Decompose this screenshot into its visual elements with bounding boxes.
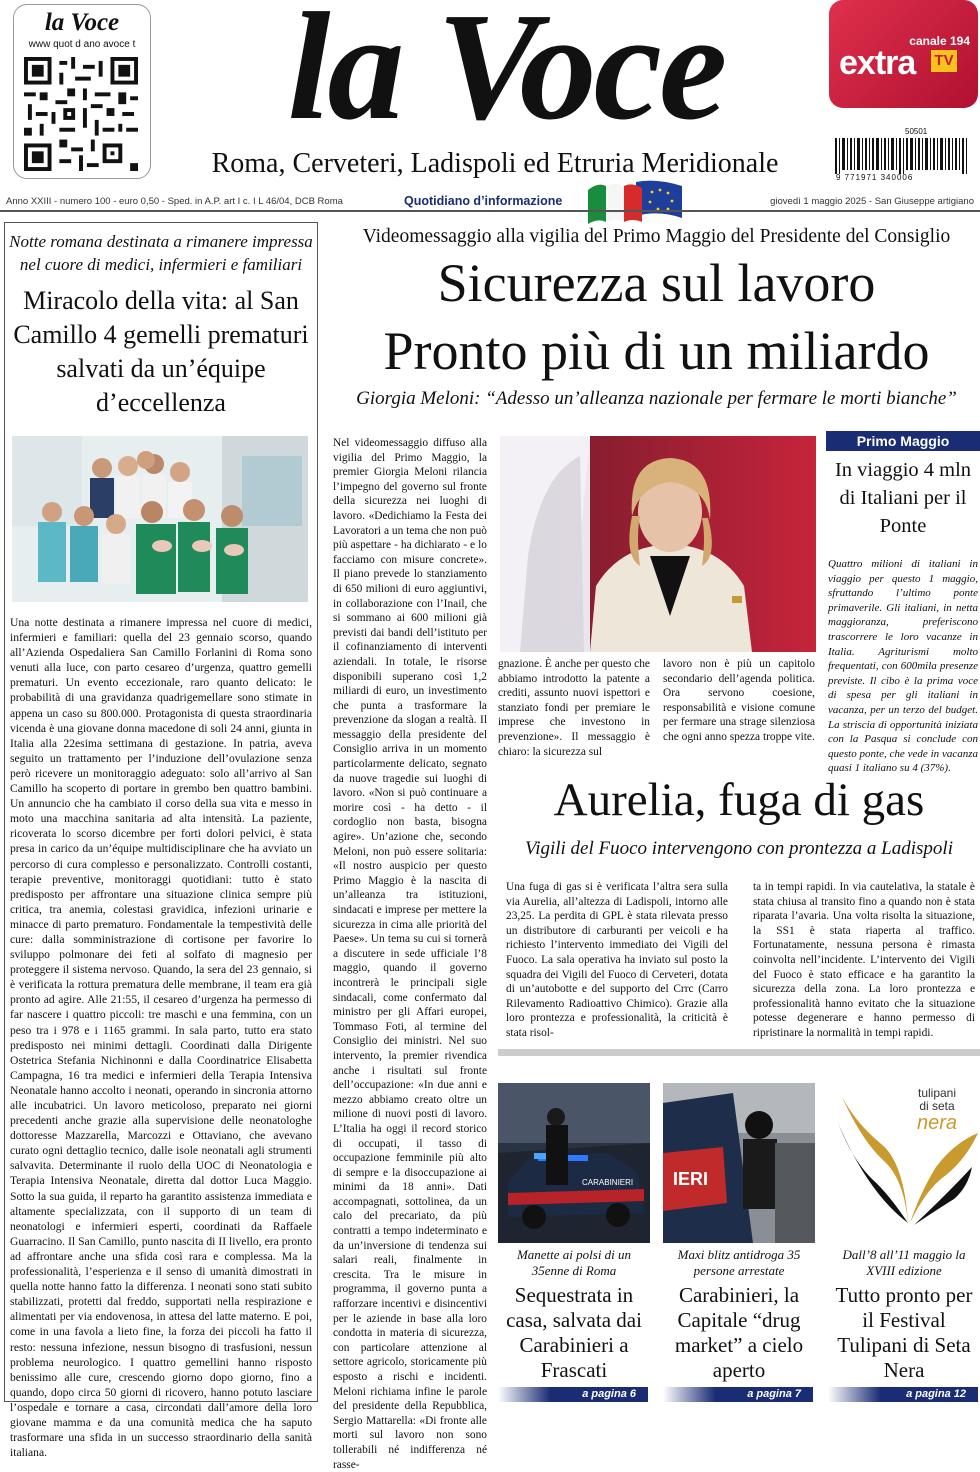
extra-tv-logo[interactable]: [829, 0, 978, 108]
left-story-body: Una notte destinata a rimanere impressa nel cuore di medici, infermieri e familiari: quella del 23 gennaio scorso, quando all’Azienda Ospedaliera San Camillo Forlanini di Roma sono venuti alla luce, con parto cesareo d’urgenza, quattro gemelli prematuri. Un evento eccezionale, raro quanto delicato: le probabilità di una gravidanza quadrigemellare sono stimate in appena un caso su 800.000. Protagonista di questa straordinaria vicenda è una giovane donna macedone di soli 24 anni, giunta in Italia alla 22esima settimana di gestazione. In patria, aveva seguito un trattamento per l’induzione dell’ovulazione senza però ricevere un monitoraggio adeguato: solo all’arrivo al San Camillo ha scoperto di portare in grembo ben quattro bambini. Un annuncio che ha cambiato il corso della sua vita e messo in moto una macchina sanitaria ad alta intensità. La paziente, ricoverata lo scorso dicembre per forti dolori pelvici, è stata presa in carico da un’équipe multidisciplinare che ha avviato un percorso di cura complesso e personalizzato. Controlli costanti, terapie preventive, monitoraggi quotidiani: tutto è stato predisposto per affrontare una situazione clinica sempre più critica, tra anemia, colestasi gravidica, infezioni urinarie e minacce di parto prematuro. Fondamentale la tempestività delle cure: dalla somministrazione di cortisone per favorire lo sviluppo polmonare dei feti al solfato di magnesio per proteggere il sistema nervoso. Quando, la sera del 23 gennaio, si è verificata la rottura prematura delle membrane, il team era già pronto ad agire. Alle 21:55, il cesareo d’urgenza ha permesso di far nascere i quattro piccoli: tre maschi e una femmina, con un peso tra i 978 e i 1165 grammi. In sala parto, tutto era stato predisposto nei minimi dettagli. Coordinati dalla Dirigente Ostetrica Stefania Nichinonni e dalla Coordinatrice Elisabetta Campagna, 16 tra medici e infermieri della Terapia Intensiva Neonatale hanno accolto i neonati, operando in sincronia attorno alle incubatrici. Un lavoro meticoloso, preparato nei giorni precedenti anche grazie alla supervisione delle neonatologhe dottoresse Mazzarella, Marcozzi e Ottaviano, che avevano curato ogni dettaglio tecnico, dalle isole neonatali agli strumenti salvavita. Determinante il ruolo della UOC di Neonatologia e Terapia Intensiva Neonatale, diretta dal dottor Luca Maggio. Sotto la sua guida, il reparto ha garantito assistenza immediata e altamente specializzata, con il supporto di un team di neonatologi e infermieri esperti, coordinati da Raffaele Guarracino. Il San Camillo, punto nascita di II livello, era pronto ad affrontare anche una sfida così rara e complessa. Ma la professionalità, l’esperienza e il senso di umanità dimostrati in quella notte hanno fatto la differenza. I neonati sono stati subito stabilizzati, protetti dal freddo, supportati nella respirazione e alimentati per via endovenosa, in attesa del latte materno. E poi, come in una favola a lieto fine, la forza dei piccoli ha fatto il resto: nessuna infezione, nessun bisogno di trasfusioni, nessun problema neurologico. I quattro gemellini hanno risposto benissimo alle cure, crescendo giorno dopo giorno, fino a quando, dopo circa 50 giorni di ricovero, hanno potuto lasciare l’ospedale e tornare a casa, circondati dall’amore della loro giovane mamma e da una comunità medica che ha saputo trasformare una sfida in un successo straordinario della sanità italiana.: [10, 616, 312, 1460]
quotidiano-label: Quotidiano d’informazione: [404, 194, 563, 208]
bottom-story-1-page-ref[interactable]: a pagina 6: [498, 1387, 648, 1402]
issue-info: Anno XXIII - numero 100 - euro 0,50 - Sped. in A.P. art I c. I L 46/04, DCB Roma: [6, 196, 343, 207]
masthead-title: la Voce: [287, 0, 725, 152]
bottom-story-1-kicker: Manette ai polsi di un 35enne di Roma: [516, 1247, 632, 1278]
flag-icon: [586, 176, 686, 226]
aurelia-divider: [498, 1049, 980, 1056]
left-story-headline[interactable]: Miracolo della vita: al San Camillo 4 gemelli prematuri salvati da un’équipe d’eccellenza: [13, 286, 309, 417]
tulipani-logo-line2: di seta: [919, 1099, 955, 1113]
car-livery-text: CARABINIERI: [582, 1178, 634, 1187]
bottom-story-3-page-ref[interactable]: a pagina 12: [828, 1387, 978, 1402]
extra-channel-label: canale 194: [909, 34, 970, 48]
extra-tv-badge: TV: [931, 50, 957, 72]
bottom-story-3-headline[interactable]: Tutto pronto per il Festival Tulipani di Seta Nera: [835, 1283, 973, 1382]
extra-logo-text: extra: [839, 44, 916, 82]
qr-box: [13, 4, 151, 179]
aurelia-column-1: Una fuga di gas si è verificata l’altra sera sulla via Aurelia, all’altezza di Ladispoli, intorno alle 23,25. La perdita di GPL è stata rilevata presso un distributore di carburanti per veicoli e ha richiesto l’intervento immediato dei Vigili del Fuoco. La sala operativa ha inviato sul posto la squadra dei Vigili del Fuoco di Cerveteri, dotata di un’autobotte e del supporto del Crrc (Carro Rilevamento Radioattivo Chimico). Grazie alla loro prontezza e professionalità, la criticità è stata risol-: [506, 881, 728, 1039]
main-story-kicker: Videomessaggio alla vigilia del Primo Maggio del Presidente del Consiglio: [362, 226, 951, 247]
qr-code-icon[interactable]: [24, 57, 138, 171]
aurelia-headline[interactable]: Aurelia, fuga di gas: [553, 774, 925, 826]
barcode-bottom-digits: 9 771971 340006: [836, 173, 914, 182]
nicu-team-photo: [12, 436, 308, 602]
top-divider: [0, 210, 980, 212]
carabinieri-car-photo: [498, 1083, 650, 1243]
primo-maggio-label: Primo Maggio: [826, 431, 980, 451]
bottom-story-1-headline[interactable]: Sequestrata in casa, salvata dai Carabinieri a Frascati: [506, 1283, 642, 1382]
bottom-story-2-page-ref[interactable]: a pagina 7: [663, 1387, 813, 1402]
main-story-deck: Giorgia Meloni: “Adesso un’alleanza nazionale per fermare le morti bianche”: [356, 388, 957, 409]
drug-arrest-photo: [663, 1083, 815, 1243]
bottom-story-3-kicker: Dall’8 all’11 maggio la XVIII edizione: [842, 1247, 966, 1278]
tulipani-logo-line1: tulipani: [917, 1086, 957, 1100]
aurelia-column-2: ta in tempi rapidi. In via cautelativa, la statale è stata chiusa al transito fino a quando non è stata riparata l’avaria. Una volta risolta la situazione, la SS1 è stata riaperta al traffico. Fortunatamente, nessuna persona è rimasta coinvolta nell’incidente. L’intervento dei Vigili del Fuoco è stato efficace e ha garantito la sicurezza della zona. La loro prontezza e professionalità hanno evitato che la situazione potesse degenerare e hanno permesso di ripristinare la normalità in tempi rapidi.: [753, 881, 975, 1039]
arrest-livery-text: IERI: [673, 1169, 709, 1189]
main-headline-line1[interactable]: Sicurezza sul lavoro: [437, 253, 876, 313]
bottom-story-2-kicker: Maxi blitz antidroga 35 persone arrestate: [677, 1247, 801, 1278]
qr-title: la Voce: [44, 9, 120, 36]
main-headline-line2[interactable]: Pronto più di un miliardo: [383, 321, 930, 381]
barcode-top-digits: 50501: [905, 127, 928, 136]
bottom-story-2-headline[interactable]: Carabinieri, la Capitale “drug market” a cielo aperto: [674, 1283, 804, 1382]
meloni-photo: [500, 436, 816, 652]
qr-url: www quot d ano avoce t: [28, 39, 136, 50]
main-story-column-1: Nel videomessaggio diffuso alla vigilia del Primo Maggio, la premier Giorgia Meloni rilancia l’impegno del governo sul fronte della sicurezza nei luoghi di lavoro. «Dedichiamo la Festa dei Lavoratori a un tema che non può più aspettare - ha dichiarato - e lo facciamo con misure concrete». Il piano prevede lo stanziamento di 650 milioni di euro aggiuntivi, in collaborazione con l’Inail, che si sommano ai 600 milioni già previsti dai bandi dell’istituto per il cofinanziamento di interventi aziendali. In totale, le risorse disponibili superano così 1,2 miliardi di euro, un investimento che punta a trasformare la prevenzione da slogan a realtà. Il messaggio della presidente del Consiglio arriva in un momento particolarmente delicato, segnato da nuove tragedie sui luoghi di lavoro. «Non si può continuare a morire così - ha detto - il cordoglio non basta, bisogna agire». Un’azione che, secondo Meloni, non può essere solitaria: «Il nostro auspicio per questo Primo Maggio è la nascita di un’alleanza tra istituzioni, sindacati e imprese per mettere la sicurezza in cima alle priorità del Paese». Un tema su cui si tornerà a discutere in sede ufficiale l’8 maggio, quando il governo incontrerà le principali sigle sindacali, come confermato dal ministro per gli Affari europei, Tommaso Foti, al termine del Consiglio dei ministri. Nel suo intervento, la premier rivendica anche i risultati sul fronte dell’occupazione: «In due anni e mezzo abbiamo creato oltre un milione di nuovi posti di lavoro. L’Italia ha oggi il record storico di occupati, il tasso di occupazione femminile più alto di sempre e la disoccupazione ai minimi da 18 anni». Dati accompagnati, sottolinea, da un calo del precariato, da più contratti a tempo indeterminato e da un’inversione di tendenza sui salari reali, finalmente in crescita. Tra le misure in programma, il governo punta a rafforzare incentivi e disincentivi per le aziende in base alla loro condotta in materia di sicurezza, con particolare attenzione al settore agricolo, storicamente più esposto a rischi e incidenti. Meloni richiama infine le parole del presidente della Repubblica, Sergio Mattarella: «Di fronte alle morti sul lavoro non sono tollerabili né indifferenza né rasse-: [333, 437, 487, 1471]
aurelia-deck: Vigili del Fuoco intervengono con prontezza a Ladispoli: [525, 838, 953, 859]
main-story-column-2: gnazione. È anche per questo che abbiamo introdotto la patente a crediti, assunto nuovi ispettori e stanziato fondi per premiare le imprese che investono in prevenzione». Il messaggio è chiaro: la sicurezza sul: [498, 658, 650, 758]
date-info: giovedì 1 maggio 2025 - San Giuseppe artigiano: [770, 196, 974, 207]
left-story-kicker: Notte romana destinata a rimanere impressa nel cuore di medici, infermieri e familiari: [9, 232, 313, 274]
tulipani-logo-line3: nera: [916, 1112, 958, 1134]
primo-maggio-body: Quattro milioni di italiani in viaggio per questo 1 maggio, sfruttando l’ultimo ponte primaverile. Gli italiani, in netta maggioranza, preferiscono trascorrere le loro vacanze in Italia. Agriturismi molto frequentati, con 600mila presenze previste. Il cibo è la prima voce di spesa per gli italiani in vacanza, per un terzo del budget. La striscia di opportunità iniziata con la Pasqua si conclude con questo ponte, che vede in vacanza quasi 1 italiano su 4 (37%).: [828, 558, 978, 775]
primo-maggio-headline[interactable]: In viaggio 4 mln di Italiani per il Ponte: [834, 459, 972, 537]
masthead-subtitle: Roma, Cerveteri, Ladispoli ed Etruria Meridionale: [211, 148, 779, 179]
tulipani-logo: [828, 1083, 980, 1243]
main-story-column-3: lavoro non è più un capitolo secondario dell’agenda politica. Ora servono coesione, responsabilità e visione comune per fermare una strage silenziosa che ogni anno spezza troppe vite.: [663, 658, 815, 743]
